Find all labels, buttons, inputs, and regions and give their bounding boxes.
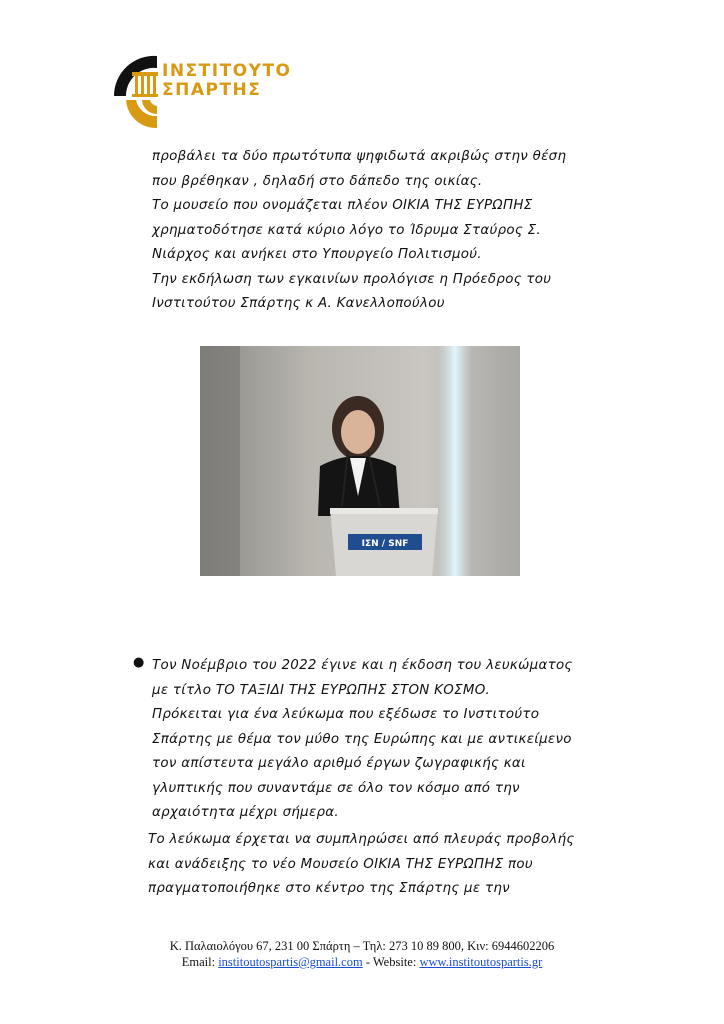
paragraph-3 — [148, 828, 628, 902]
text-line: γλυπτικής που συναντάμε σε όλο τον κόσμο από την — [152, 780, 520, 796]
podium-label: ΙΣΝ / SNF — [361, 539, 409, 549]
logo-text — [162, 62, 292, 100]
text-line: Το λεύκωμα έρχεται να συμπληρώσει από πλευράς προβολής — [148, 832, 575, 847]
text-line: χρηματοδότησε κατά κύριο λόγο το Ίδρυμα Σταύρος Σ. — [152, 222, 541, 238]
footer-address: Κ. Παλαιολόγου 67, 231 00 Σπάρτη – Τηλ: 273 10 89 800, Κιν: 6944602206 — [169, 939, 555, 953]
logo-line-1: ΙΝΣΤΙΤΟΥΤΟ — [162, 61, 292, 81]
bullet-icon: ● — [133, 655, 145, 670]
text-line: που βρέθηκαν , δηλαδή στο δάπεδο της οικίας. — [152, 173, 483, 189]
text-line: Ινστιτούτου Σπάρτης κ Α. Κανελλοπούλου — [152, 296, 445, 311]
text-line: Νιάρχος και ανήκει στο Υπουργείο Πολιτισμού. — [152, 247, 482, 262]
text-line: με τίτλο ΤΟ ΤΑΞΙΔΙ ΤΗΣ ΕΥΡΩΠΗΣ ΣΤΟΝ ΚΟΣΜΟ. — [152, 682, 491, 698]
text-line: αρχαιότητα μέχρι σήμερα. — [152, 805, 339, 820]
logo-line-2: ΣΠΑΡΤΗΣ — [162, 80, 262, 100]
email-label: Email: — [181, 955, 219, 969]
event-photo — [200, 346, 520, 576]
text-line: πραγματοποιήθηκε στο κέντρο της Σπάρτης με την — [148, 881, 510, 896]
text-line: Σπάρτης με θέμα τον μύθο της Ευρώπης και με αντικείμενο — [152, 731, 572, 747]
text-line: Πρόκειται για ένα λεύκωμα που εξέδωσε το Ινστιτούτο — [152, 707, 540, 722]
website-label: - Website: — [362, 955, 420, 969]
text-line: προβάλει τα δύο πρωτότυπα ψηφιδωτά ακριβώς στην θέση — [152, 149, 567, 164]
paragraph-2 — [152, 654, 632, 826]
email-link[interactable]: institoutospartis@gmail.com — [218, 955, 363, 969]
text-line: Το μουσείο που ονομάζεται πλέον ΟΙΚΙΑ ΤΗΣ ΕΥΡΩΠΗΣ — [152, 198, 533, 213]
text-line: τον απίστευτα μεγάλο αριθμό έργων ζωγραφικής και — [152, 756, 526, 771]
footer — [0, 938, 724, 970]
institute-logo — [112, 50, 292, 130]
text-line: και ανάδειξης το νέο Μουσείο ΟΙΚΙΑ ΤΗΣ ΕΥΡΩΠΗΣ που — [148, 856, 533, 872]
footer-contact — [0, 954, 724, 970]
website-link[interactable]: www.institoutospartis.gr — [419, 955, 543, 969]
paragraph-1 — [152, 145, 632, 317]
text-line: Τον Νοέμβριο του 2022 έγινε και η έκδοση του λευκώματος — [152, 658, 573, 673]
text-line: Την εκδήλωση των εγκαινίων προλόγισε η Πρόεδρος του — [152, 271, 552, 287]
